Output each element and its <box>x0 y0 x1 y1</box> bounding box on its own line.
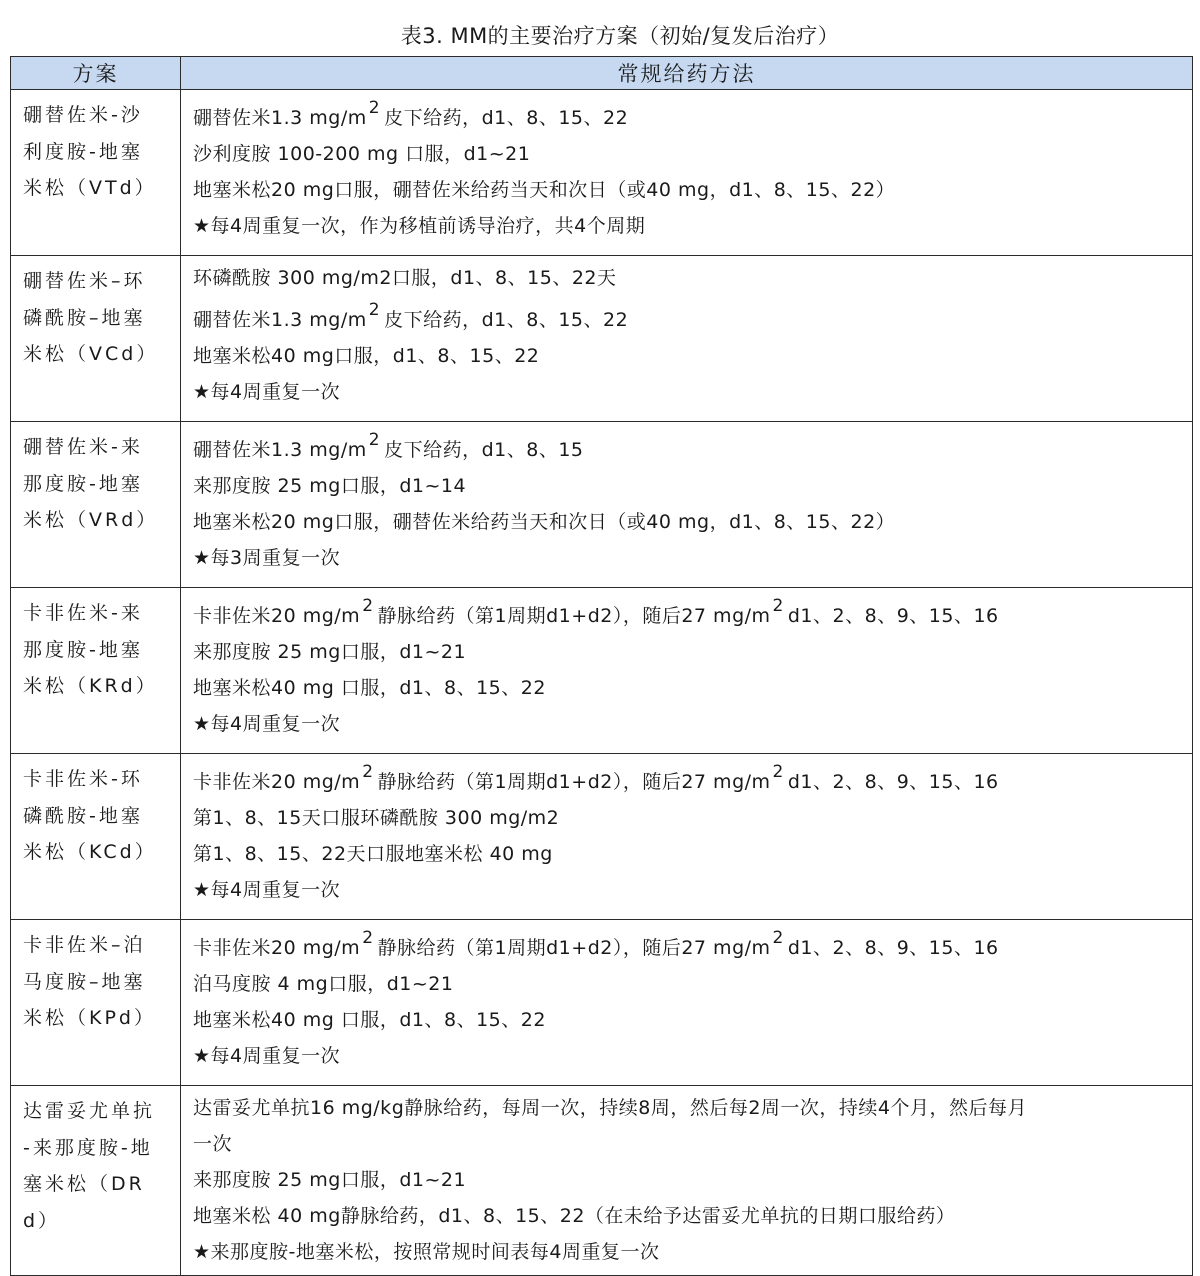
header-regimen: 方案 <box>11 57 181 90</box>
dosing-text: d1、2、8、9、15、16 <box>787 605 999 627</box>
table-caption: 表3. MM的主要治疗方案（初始/复发后治疗） <box>400 24 840 48</box>
dosing-line <box>193 94 1184 136</box>
regimen-name-line: -来那度胺-地 <box>23 1136 153 1159</box>
dosing-text: 地塞米松40 mg口服，d1、8、15、22 <box>193 345 540 367</box>
regimen-name-cell <box>11 256 181 422</box>
dosing-line <box>193 296 1184 338</box>
dosing-line <box>193 924 1184 966</box>
dosing-method-cell <box>181 920 1193 1086</box>
dosing-text: 卡非佐米20 mg/m <box>193 937 361 959</box>
dosing-text: 来那度胺 25 mg口服，d1~21 <box>193 1169 467 1191</box>
dosing-line <box>193 1234 1184 1270</box>
regimen-name-line: d） <box>23 1209 61 1232</box>
dosing-text: 静脉给药（第1周期d1+d2），随后27 mg/m <box>377 771 771 793</box>
dosing-line <box>193 338 1184 374</box>
regimen-name-line: 马度胺–地塞 <box>23 970 146 993</box>
dosing-text: ★来那度胺-地塞米松，按照常规时间表每4周重复一次 <box>193 1241 660 1263</box>
regimen-name-line: 硼替佐米–环 <box>23 270 146 292</box>
dosing-text: 皮下给药，d1、8、15、22 <box>384 309 629 331</box>
regimen-name-cell <box>11 920 181 1086</box>
dosing-text: 泊马度胺 4 mg口服，d1~21 <box>193 973 454 995</box>
dosing-method-cell <box>181 754 1193 920</box>
dosing-text: ★每4周重复一次 <box>193 879 341 901</box>
dosing-line <box>193 1162 1184 1198</box>
dosing-line <box>193 670 1184 706</box>
dosing-text: 地塞米松 40 mg静脉给药，d1、8、15、22（在未给予达雷妥尤单抗的日期口服给药） <box>193 1205 956 1227</box>
table-row <box>11 256 1193 422</box>
dosing-line <box>193 800 1184 836</box>
regimen-name-line: 利度胺-地塞 <box>23 140 143 163</box>
dosing-line <box>193 172 1184 208</box>
dosing-line <box>193 426 1184 468</box>
dosing-line <box>193 966 1184 1002</box>
regimen-name-line: 米松（KRd） <box>23 675 158 697</box>
regimen-name-line: 那度胺-地塞 <box>23 472 143 495</box>
regimen-name-cell <box>11 90 181 256</box>
dosing-text: 硼替佐米1.3 mg/m <box>193 107 367 129</box>
regimen-name-line: 硼替佐米-来 <box>23 436 143 458</box>
dosing-line <box>193 208 1184 244</box>
header-dosing-method: 常规给药方法 <box>181 57 1193 90</box>
dosing-line <box>193 1090 1184 1126</box>
dosing-text: ★每3周重复一次 <box>193 547 341 569</box>
table-row <box>11 754 1193 920</box>
table-header-row <box>11 57 1193 90</box>
regimen-name-line: 塞米松（DR <box>23 1173 145 1195</box>
regimen-name-line: 硼替佐米-沙 <box>23 104 143 126</box>
dosing-line <box>193 468 1184 504</box>
dosing-text: d1、2、8、9、15、16 <box>787 937 999 959</box>
dosing-text: 皮下给药，d1、8、15、22 <box>384 107 629 129</box>
dosing-method-cell <box>181 588 1193 754</box>
dosing-line <box>193 260 1184 296</box>
dosing-text: ★每4周重复一次 <box>193 381 341 403</box>
dosing-line <box>193 706 1184 742</box>
table-body <box>11 90 1193 1276</box>
dosing-text: d1、2、8、9、15、16 <box>787 771 999 793</box>
dosing-line <box>193 758 1184 800</box>
dosing-text: 第1、8、15天口服环磷酰胺 300 mg/m2 <box>193 807 560 829</box>
dosing-text: ★每4周重复一次 <box>193 1045 341 1067</box>
dosing-text: 静脉给药（第1周期d1+d2），随后27 mg/m <box>377 605 771 627</box>
table-row <box>11 90 1193 256</box>
table-row <box>11 422 1193 588</box>
regimen-name-line: 卡非佐米–泊 <box>23 934 146 956</box>
dosing-method-cell <box>181 90 1193 256</box>
dosing-line <box>193 836 1184 872</box>
dosing-line <box>193 1126 1184 1162</box>
dosing-line <box>193 592 1184 634</box>
dosing-line <box>193 1038 1184 1074</box>
dosing-text: 地塞米松40 mg 口服，d1、8、15、22 <box>193 677 546 699</box>
regimen-name-line: 卡非佐米-环 <box>23 768 143 790</box>
dosing-line <box>193 1002 1184 1038</box>
dosing-text: 第1、8、15、22天口服地塞米松 40 mg <box>193 843 553 865</box>
regimen-name-line: 米松（VCd） <box>23 343 159 365</box>
dosing-line <box>193 1198 1184 1234</box>
dosing-text: ★每4周重复一次 <box>193 713 341 735</box>
regimen-name-line: 卡非佐米-来 <box>23 602 143 624</box>
table-row <box>11 1086 1193 1276</box>
dosing-text: 来那度胺 25 mg口服，d1~21 <box>193 641 467 663</box>
dosing-text: 静脉给药（第1周期d1+d2），随后27 mg/m <box>377 937 771 959</box>
regimen-name-cell <box>11 1086 181 1276</box>
regimen-name-line: 达雷妥尤单抗 <box>23 1100 156 1122</box>
regimen-name-line: 米松（KCd） <box>23 841 157 863</box>
regimen-name-line: 磷酰胺-地塞 <box>23 804 143 827</box>
dosing-method-cell <box>181 422 1193 588</box>
regimen-name-line: 米松（VTd） <box>23 177 157 199</box>
dosing-line <box>193 374 1184 410</box>
dosing-text: 地塞米松40 mg 口服，d1、8、15、22 <box>193 1009 546 1031</box>
dosing-text: 达雷妥尤单抗16 mg/kg静脉给药，每周一次，持续8周，然后每2周一次，持续4个月，然后每月 <box>193 1097 1028 1119</box>
table-row <box>11 920 1193 1086</box>
regimen-name-line: 磷酰胺–地塞 <box>23 306 146 329</box>
dosing-text: 沙利度胺 100-200 mg 口服，d1~21 <box>193 143 531 165</box>
superscript: 2 <box>362 761 374 782</box>
dosing-method-cell <box>181 256 1193 422</box>
dosing-text: 卡非佐米20 mg/m <box>193 771 361 793</box>
regimen-name-line: 那度胺-地塞 <box>23 638 143 661</box>
regimen-name-cell <box>11 754 181 920</box>
dosing-text: 硼替佐米1.3 mg/m <box>193 439 367 461</box>
dosing-line <box>193 540 1184 576</box>
dosing-text: 来那度胺 25 mg口服，d1~14 <box>193 475 467 497</box>
dosing-text: 一次 <box>193 1133 233 1155</box>
table-row <box>11 588 1193 754</box>
dosing-method-cell <box>181 1086 1193 1276</box>
dosing-text: 硼替佐米1.3 mg/m <box>193 309 367 331</box>
dosing-text: 卡非佐米20 mg/m <box>193 605 361 627</box>
superscript: 2 <box>362 595 374 616</box>
dosing-text: 皮下给药，d1、8、15 <box>384 439 584 461</box>
regimen-name-line: 米松（KPd） <box>23 1007 156 1029</box>
dosing-text: 地塞米松20 mg口服，硼替佐米给药当天和次日（或40 mg，d1、8、15、22） <box>193 179 896 201</box>
dosing-line <box>193 136 1184 172</box>
superscript: 2 <box>362 927 374 948</box>
superscript: 2 <box>368 429 381 450</box>
dosing-text: ★每4周重复一次，作为移植前诱导治疗，共4个周期 <box>193 215 646 237</box>
superscript: 2 <box>368 97 381 118</box>
superscript: 2 <box>772 927 784 948</box>
dosing-line <box>193 872 1184 908</box>
dosing-text: 地塞米松20 mg口服，硼替佐米给药当天和次日（或40 mg，d1、8、15、22） <box>193 511 896 533</box>
treatment-regimen-table <box>10 56 1193 1276</box>
dosing-text: 环磷酰胺 300 mg/m2口服，d1、8、15、22天 <box>193 267 617 289</box>
superscript: 2 <box>772 761 784 782</box>
superscript: 2 <box>772 595 784 616</box>
dosing-line <box>193 504 1184 540</box>
superscript: 2 <box>368 299 381 320</box>
regimen-name-line: 米松（VRd） <box>23 509 159 531</box>
regimen-name-cell <box>11 422 181 588</box>
dosing-line <box>193 634 1184 670</box>
regimen-name-cell <box>11 588 181 754</box>
